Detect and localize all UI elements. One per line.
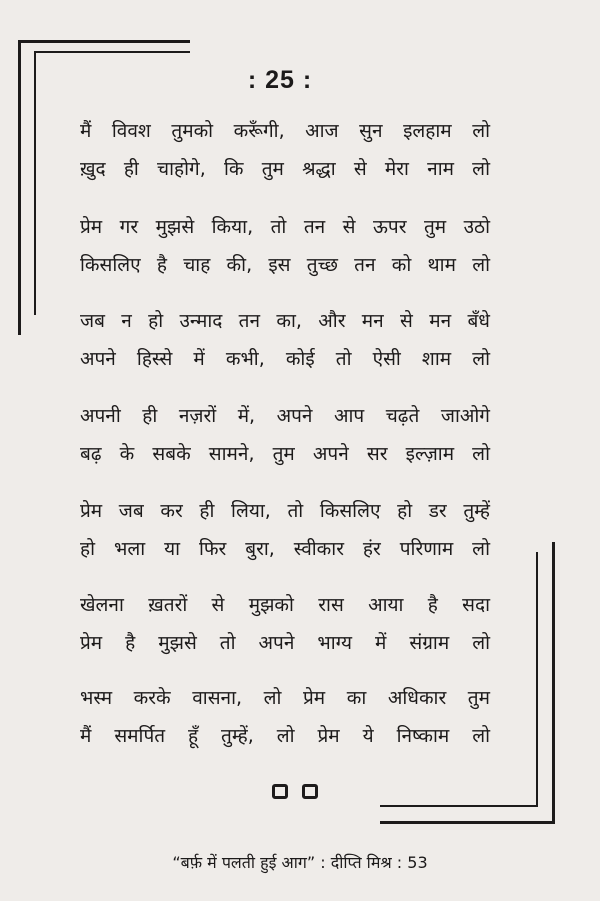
frame-bottom-right-inner-vertical — [536, 552, 538, 806]
poem-line: हो भला या फिर बुरा, स्वीकार हंर परिणाम लो — [80, 538, 490, 560]
poem-line: अपने हिस्से में कभी, कोई तो ऐसी शाम लो — [80, 348, 490, 370]
poem-line: प्रेम जब कर ही लिया, तो किसलिए हो डर तुम्हें — [80, 500, 490, 522]
frame-bottom-right-inner-horizontal — [380, 805, 538, 807]
poem-line: अपनी ही नज़रों में, अपने आप चढ़ते जाओगे — [80, 405, 490, 427]
frame-bottom-right-outer-vertical — [552, 542, 555, 824]
poem-line: प्रेम है मुझसे तो अपने भाग्य में संग्राम लो — [80, 632, 490, 654]
frame-top-left-outer-horizontal — [18, 40, 190, 43]
poem-line: ख़ुद ही चाहोगे, कि तुम श्रद्धा से मेरा नाम लो — [80, 158, 490, 180]
poem-line: मैं समर्पित हूँ तुम्हें, लो प्रेम ये निष्काम लो — [80, 725, 490, 747]
page-footer: “बर्फ़ में पलती हुई आग” : दीप्ति मिश्र : 53 — [172, 853, 428, 872]
end-mark-icon — [272, 784, 288, 799]
stanza-5 — [80, 492, 490, 568]
poem-line: खेलना ख़तरों से मुझको रास आया है सदा — [80, 594, 490, 616]
poem-line: जब न हो उन्माद तन का, और मन से मन बँधे — [80, 310, 490, 332]
stanza-7 — [80, 679, 490, 755]
poem-line: भस्म करके वासना, लो प्रेम का अधिकार तुम — [80, 687, 490, 709]
frame-top-left-inner-horizontal — [34, 51, 190, 53]
stanza-4 — [80, 397, 490, 473]
stanza-3 — [80, 302, 490, 378]
frame-bottom-right-outer-horizontal — [380, 821, 555, 824]
stanza-2 — [80, 208, 490, 284]
end-mark-icon — [302, 784, 318, 799]
poem-line: मैं विवश तुमको करूँगी, आज सुन इलहाम लो — [80, 120, 490, 142]
poem-line: बढ़ के सबके सामने, तुम अपने सर इल्ज़ाम लो — [80, 443, 490, 465]
poem-line: प्रेम गर मुझसे किया, तो तन से ऊपर तुम उठो — [80, 216, 490, 238]
stanza-6 — [80, 586, 490, 662]
poem-line: किसलिए है चाह की, इस तुच्छ तन को थाम लो — [80, 254, 490, 276]
poem-number: : 25 : — [247, 66, 313, 94]
stanza-1 — [80, 112, 490, 188]
